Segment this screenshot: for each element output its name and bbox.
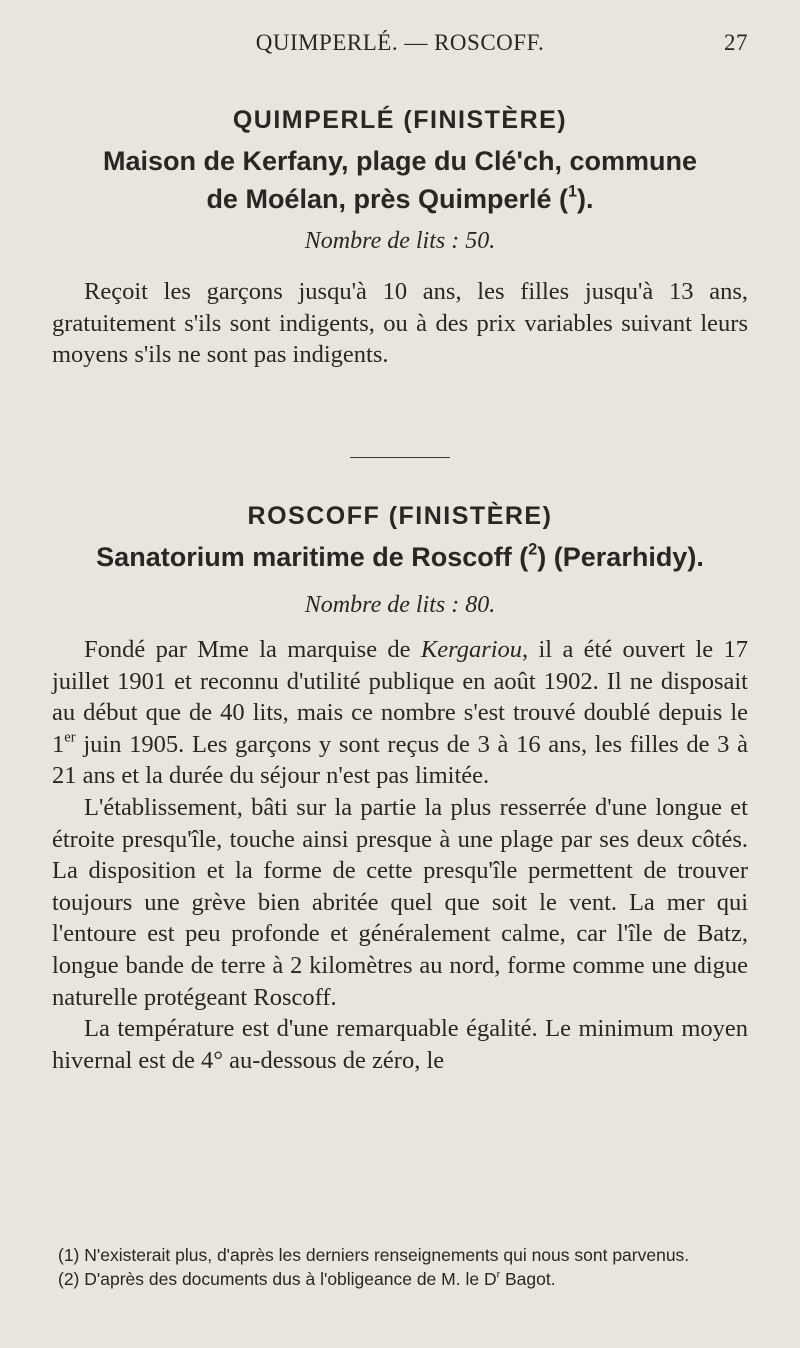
beds-count-kerfany: Nombre de lits : 50. [304,228,496,254]
institution-title-line2: de Moélan, près Quimperlé ($^1$). [206,182,594,214]
footnote-1: (1) N'existerait plus, d'après les derniers renseignements qui nous sont parvenus. [58,1245,690,1265]
running-head-title: QUIMPERLÉ. — ROSCOFF. [255,30,545,55]
institution-title-kerfany [0,142,800,218]
founder-name: Kergariou [420,636,523,663]
beds-count-roscoff: Nombre de lits : 80. [304,592,496,618]
section-heading-roscoff: ROSCOFF (FINISTÈRE) [247,502,553,530]
paragraph-temperature: La température est d'une remarquable égalité. Le minimum moyen hivernal est de 4° au-dessous de zéro, le [52,1015,748,1074]
footnote-ref-2: 2 [528,540,538,559]
paragraph-site: L'établissement, bâti sur la partie la plus resserrée d'une longue et étroite presqu'île, touche ainsi presque à une plage par ses deux côtés. La disposition et la forme de cette presqu'île permettent de trouver toujours une grève bien abritée quel que soit le vent. La mer qui l'entoure est peu profonde et généralement calme, car l'île de Batz, longue bande de terre à 2 kilomètres au nord, forme comme une digue naturelle protégeant Roscoff. [52,793,748,1011]
page-number: 27 [724,30,748,55]
footnote-ref-1: 1 [568,182,578,201]
footnotes [52,1243,748,1291]
institution-title-line1: Maison de Kerfany, plage du Clé'ch, commune [102,146,698,176]
running-head [0,30,800,60]
section-divider [350,457,450,458]
footnote-2: (2) D'après des documents dus à l'obligeance de M. le $D^r$ Bagot. [58,1268,556,1289]
section-heading-quimperle: QUIMPERLÉ (FINISTÈRE) [232,106,568,134]
paragraph-text: Reçoit les garçons jusqu'à 10 ans, les filles jusqu'à 13 ans, gratuitement s'ils sont indigents, ou à des prix variables suivant leurs moyens s'ils ne sont pas indigents. [52,278,748,369]
paragraph-kerfany [52,276,748,371]
body-roscoff [52,634,748,1076]
paragraph-founding: Fondé par Mme la marquise de Kergariou, il a été ouvert le 17 juillet 1901 et reconnu d'utilité publique en août 1902. Il ne disposait au début que de 40 lits, mais ce nombre s'est trouvé doublé depuis le 1er juin 1905. Les garçons y sont reçus de 3 à 16 ans, les filles de 3 à 21 ans et la durée du séjour n'est pas limitée. [52,636,748,790]
institution-title-roscoff: Sanatorium maritime de Roscoff ($^2$) (Perarhidy). [96,540,704,572]
